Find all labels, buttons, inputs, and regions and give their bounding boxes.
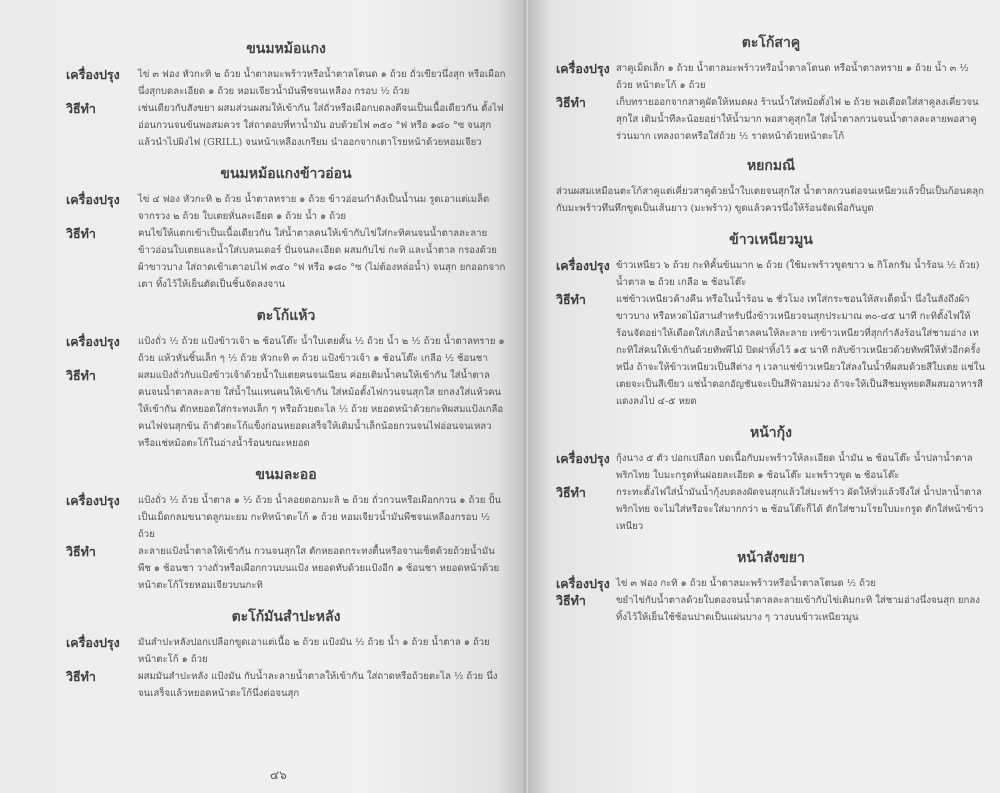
ingredients-text: ไข่ ๓ ฟอง กะทิ ๑ ถ้วย น้ำตาลมะพร้าวหรือน้ำตาลโตนด ½ ถ้วย xyxy=(616,578,876,589)
recipe-title: หน้าสังขยา xyxy=(737,550,805,566)
ingredients-label: เครื่องปรุง xyxy=(556,451,610,466)
method-row xyxy=(556,592,986,626)
recipe-title: ขนมหม้อแกงข้าวอ่อน xyxy=(220,166,352,182)
method-row xyxy=(66,668,506,702)
ingredients-text: กุ้งนาง ๕ ตัว ปอกเปลือก บดเนื้อกับมะพร้าวให้ละเอียด น้ำมัน ๒ ช้อนโต๊ะ น้ำปลาน้ำตาลพริกไทย ใบมะกรูดหั่นฝอยละเอียด ๑ ช้อนโต๊ะ มะพร้าวขูด ๒ ช้อนโต๊ะ xyxy=(616,453,973,481)
ingredients-text: ข้าวเหนียว ๖ ถ้วย กะทิคั้นข้นมาก ๒ ถ้วย (ใช้มะพร้าวขูดขาว ๒ กิโลกรัม น้ำร้อน ½ ถ้วย) น้ำตาล ๒ ถ้วย เกลือ ๒ ช้อนโต๊ะ xyxy=(616,260,980,288)
recipe-title: ข้าวเหนียวมูน xyxy=(729,232,813,248)
method-label: วิธีทำ xyxy=(66,226,96,241)
recipe-tako-man-sampalang xyxy=(66,606,506,702)
ingredients-text: ไข่ ๓ ฟอง หัวกะทิ ๒ ถ้วย น้ำตาลมะพร้าวหรือน้ำตาลโตนด ๑ ถ้วย ถั่วเขียวนึ่งสุก หรือเผือกนึ่งสุกบดละเอียด ๑ ถ้วย หอมเจียวน้ำมันพืชจนเหลือง กรอบ ½ ถ้วย xyxy=(138,69,506,97)
method-label: วิธีทำ xyxy=(66,669,96,684)
method-text: ละลายแป้งน้ำตาลให้เข้ากัน กวนจนสุกใส ตักหยอดกระทงตื้นหรือจานเซ็ตด้วยถ้วยน้ำมันพืช ๑ ช้อนชา วางถั่วหรือเผือกกวนบนแป้ง หยอดทับด้วยแป้งอีก ๑ ช้อนชา หยอดหน้าด้วยหน้าตะโก้โรยหอมเจียวบนกะทิ xyxy=(138,546,500,591)
method-text: ขยำไข่กับน้ำตาลด้วยใบตองจนน้ำตาลละลายเข้ากับไข่เติมกะทิ ใส่ชามอ่างนึ่งจนสุก ยกลงทิ้งไว้ให้เย็นใช้ช้อนปาดเป็นแผ่นบาง ๆ วางบนข้าวเหนียวมูน xyxy=(616,595,980,623)
method-row xyxy=(556,484,986,535)
recipe-title: ขนมละออ xyxy=(255,467,317,483)
method-label: วิธีทำ xyxy=(556,485,586,500)
method-label: วิธีทำ xyxy=(556,593,586,608)
recipe-title: ตะโก้สาคู xyxy=(741,35,801,51)
method-label: วิธีทำ xyxy=(556,95,586,110)
recipe-title: ขนมหม้อแกง xyxy=(246,41,326,57)
ingredients-label: เครื่องปรุง xyxy=(66,334,120,349)
method-text: ผสมมันสำปะหลัง แป้งมัน กับน้ำละลายน้ำตาลให้เข้ากัน ใส่ถาดหรือถ้วยตะไล ½ ถ้วย นึ่งจนเสร็จแล้วหยอดหน้าตะโก้นึ่งต่อจนสุก xyxy=(138,671,498,699)
ingredients-label: เครื่องปรุง xyxy=(66,493,120,508)
method-label: วิธีทำ xyxy=(556,292,586,307)
ingredients-row xyxy=(556,450,986,484)
ingredients-label: เครื่องปรุง xyxy=(556,258,610,273)
method-row xyxy=(66,367,506,452)
right-page xyxy=(528,0,1000,793)
method-text: เช่นเดียวกับสังขยา ผสมส่วนผสมให้เข้ากัน ใส่ถั่วหรือเผือกบดลงตีจนเป็นเนื้อเดียวกัน ตั้งไฟอ่อนกวนจนข้นพอสมควร ใส่ถาดอบที่ทาน้ำมัน อบด้วยไฟ ๓๕๐ °ฟ หรือ ๑๘๐ °ซ จนสุกแล้วนำไปผิงไฟ (GRILL) จนหน้าเหลืองเกรียม นำออกจากเตาโรยหน้าด้วยหอมเจียว xyxy=(138,103,504,148)
recipe-paragraph: ส่วนผสมเหมือนตะโก้สาคูแต่เคี่ยวสาคูด้วยน้ำใบเตยจนสุกใส น้ำตาลกวนต่อจนเหนียวแล้วปั้นเป็นก้อนคลุกกับมะพร้าวทึนทึกขูดเป็นเส้นยาว (มะพร้าว) ขูดแล้วควรนึ่งให้ร้อนจัดเพื่อกันบูด xyxy=(556,186,984,214)
ingredients-row xyxy=(66,66,506,100)
ingredients-row xyxy=(66,191,506,225)
ingredients-text: มันสำปะหลังปอกเปลือกขูดเอาแต่เนื้อ ๒ ถ้วย แป้งมัน ½ ถ้วย น้ำ ๑ ถ้วย น้ำตาล ๑ ถ้วย หน้าตะโก้ ๑ ถ้วย xyxy=(138,637,490,665)
ingredients-row xyxy=(66,492,506,543)
recipe-title: หยกมณี xyxy=(746,158,796,174)
ingredients-label: เครื่องปรุง xyxy=(556,576,610,591)
method-text: ผสมแป้งถั่วกับแป้งข้าวเจ้าด้วยน้ำใบเตยคนจนเนียน ค่อยเติมน้ำคนให้เข้ากัน ใส่น้ำตาลคนจนน้ำตาลละลาย ใส่น้ำในแทนคนให้เข้ากัน ใส่หม้อตั้งไฟกวนจนสุกใส ยกลงใส่แห้วคนให้เข้ากัน ตักหยอดใส่กระทงเล็ก ๆ หรือถ้วยตะไล ½ ถ้วย หยอดหน้าด้วยกะทิผสมแป้งเกลือคนไฟจนสุกข้น ถ้าตัวตะโก้แข็งก่อนหยอดเสร็จให้เติมน้ำเล็กน้อยกวนจนไฟอ่อนจนเหลว หรือแช่หม้อตะโก้ในอ่างน้ำร้อนขณะหยอด xyxy=(138,370,504,449)
method-row xyxy=(556,291,986,410)
method-label: วิธีทำ xyxy=(66,101,96,116)
recipe-title: ตะโก้มันสำปะหลัง xyxy=(231,609,341,625)
ingredients-label: เครื่องปรุง xyxy=(556,61,610,76)
ingredients-label: เครื่องปรุง xyxy=(66,67,120,82)
recipe-yok-mani xyxy=(556,155,986,217)
page-number: ๔๖ xyxy=(270,768,287,782)
ingredients-row xyxy=(66,634,506,668)
ingredients-row xyxy=(556,60,986,94)
method-row xyxy=(66,100,506,151)
ingredients-row xyxy=(66,333,506,367)
method-label: วิธีทำ xyxy=(66,544,96,559)
recipe-na-sangkhaya xyxy=(556,547,986,626)
recipe-title: ตะโก้แห้ว xyxy=(256,308,316,324)
ingredients-text: แป้งถั่ว ½ ถ้วย แป้งข้าวเจ้า ๒ ช้อนโต๊ะ น้ำใบเตยคั้น ½ ถ้วย น้ำ ๒ ½ ถ้วย น้ำตาลทราย ๑ ถ้วย แห้วหั่นชิ้นเล็ก ๆ ½ ถ้วย หัวกะทิ ๓ ถ้วย แป้งข้าวเจ้า ๑ ช้อนโต๊ะ เกลือ ½ ช้อนชา xyxy=(138,336,505,364)
recipe-khanom-mo-kaeng xyxy=(66,38,506,151)
method-row xyxy=(66,225,506,293)
recipe-tako-haeo xyxy=(66,305,506,452)
ingredients-text: ไข่ ๔ ฟอง หัวกะทิ ๒ ถ้วย น้ำตาลทราย ๑ ถ้วย ข้าวอ่อนกำลังเป็นน้ำนม รูดเอาแต่เมล็ดจากรวง ๒ ถ้วย ใบเตยหั่นละเอียด ๑ ถ้วย น้ำ ๑ ถ้วย xyxy=(138,194,490,222)
method-label: วิธีทำ xyxy=(66,368,96,383)
recipe-khao-niao-mun xyxy=(556,229,986,410)
recipe-khanom-mo-kaeng-khao-on xyxy=(66,163,506,293)
ingredients-label: เครื่องปรุง xyxy=(66,635,120,650)
method-text: กระทะตั้งไฟใส่น้ำมันน้ำกุ้งบดลงผัดจนสุกแล้วใส่มะพร้าว ผัดให้ทั่วแล้วจึงใส่ น้ำปลาน้ำตาลพริกไทย จะไม่ใส่หรือจะใส่มากกว่า ๒ ช้อนโต๊ะก็ได้ ตักใส่ชามโรยใบมะกรูด ตักใส่หน้าข้าวเหนียว xyxy=(616,487,984,532)
method-text: เก็บทรายออกจากสาคูผัดให้หมดผง ร้านน้ำใส่หม้อตั้งไฟ ๒ ถ้วย พอเดือดใส่สาคูลงเคี่ยวจนสุกใส เติมน้ำทีละน้อยอย่าให้น้ำมาก พอสาคูสุกใส ใส่น้ำตาลกวนจนน้ำตาลละลายพอสาคูร่วนมาก เทลงถาดหรือใส่ถ้วย ½ ราดหน้าด้วยหน้าตะโก้ xyxy=(616,97,979,142)
method-row xyxy=(556,94,986,145)
method-text: แช่ข้าวเหนียวค้างคืน หรือในน้ำร้อน ๒ ชั่วโมง เทใส่กระชอนให้สะเด็ดน้ำ นึ่งในลังถึงผ้าขาวบาง หรือหวดไม้สานสำหรับนึ่งข้าวเหนียวจนสุกประมาณ ๓๐-๔๕ นาที กะทิตั้งไฟให้ร้อนจัดอย่าให้เดือดใส่เกลือน้ำตาลคนให้ละลาย เทข้าวเหนียวที่สุกกำลังร้อนใส่ชามอ่าง เทกะทิใส่คนให้เข้ากันด้วยทัพพีไม้ ปิดฝาทิ้งไว้ ๑๕ นาที กลับข้าวเหนียวด้วยทัพพีให้ทั่วอีกครั้งหนึ่ง ถ้าจะให้ข้าวเหนียวเป็นสีต่าง ๆ เวลาแช่ข้าวเหนียวใส่ลงในน้ำที่ผสมด้วยสีใบเตย แช่ในเตยจะเป็นสีเขียว แช่น้ำดอกอัญชันจะเป็นสีฟ้าอมม่วง ถ้าจะให้เป็นสีชมพูหยดสีผสมอาหารสีแดงลงไป ๔-๕ หยด xyxy=(616,294,985,407)
recipe-tako-sakhu xyxy=(556,32,986,145)
ingredients-text: สาคูเม็ดเล็ก ๑ ถ้วย น้ำตาลมะพร้าวหรือน้ำตาลโตนด หรือน้ำตาลทราย ๑ ถ้วย น้ำ ๓ ½ ถ้วย หน้าตะโก้ ๑ ถ้วย xyxy=(616,63,969,91)
method-row xyxy=(66,543,506,594)
ingredients-label: เครื่องปรุง xyxy=(66,192,120,207)
method-text: คนไข่ให้แตกเข้าเป็นเนื้อเดียวกัน ใส่น้ำตาลคนให้เข้ากับไข่ใส่กะทิคนจนน้ำตาลละลาย ข้าวอ่อนใบเตยและน้ำใส่เบลนเดอร์ ปั่นจนละเอียด ผสมกับไข่ กะทิ และน้ำตาล กรองด้วยผ้าขาวบาง ใส่ถาดเข้าเตาอบไฟ ๓๕๐ °ฟ หรือ ๑๘๐ °ซ (ไม่ต้องหล่อน้ำ) จนสุก ยกออกจากเตา ทิ้งไว้ให้เย็นตัดเป็นชิ้นจัดลงจาน xyxy=(138,228,506,290)
recipe-khanom-la-o xyxy=(66,464,506,594)
ingredients-row xyxy=(556,575,986,592)
ingredients-row xyxy=(556,257,986,291)
recipe-title: หน้ากุ้ง xyxy=(750,425,792,441)
ingredients-text: แป้งถั่ว ½ ถ้วย น้ำตาล ๑ ½ ถ้วย น้ำลอยดอกมะลิ ๒ ถ้วย ถั่วกวนหรือเผือกกวน ๑ ถ้วย ปั้นเป็นเม็ดกลมขนาดลูกมะยม กะทิหน้าตะโก้ ๑ ถ้วย หอมเจียวน้ำมันพืชจนเหลืองกรอบ ½ ถ้วย xyxy=(138,495,502,540)
recipe-na-kung xyxy=(556,422,986,535)
